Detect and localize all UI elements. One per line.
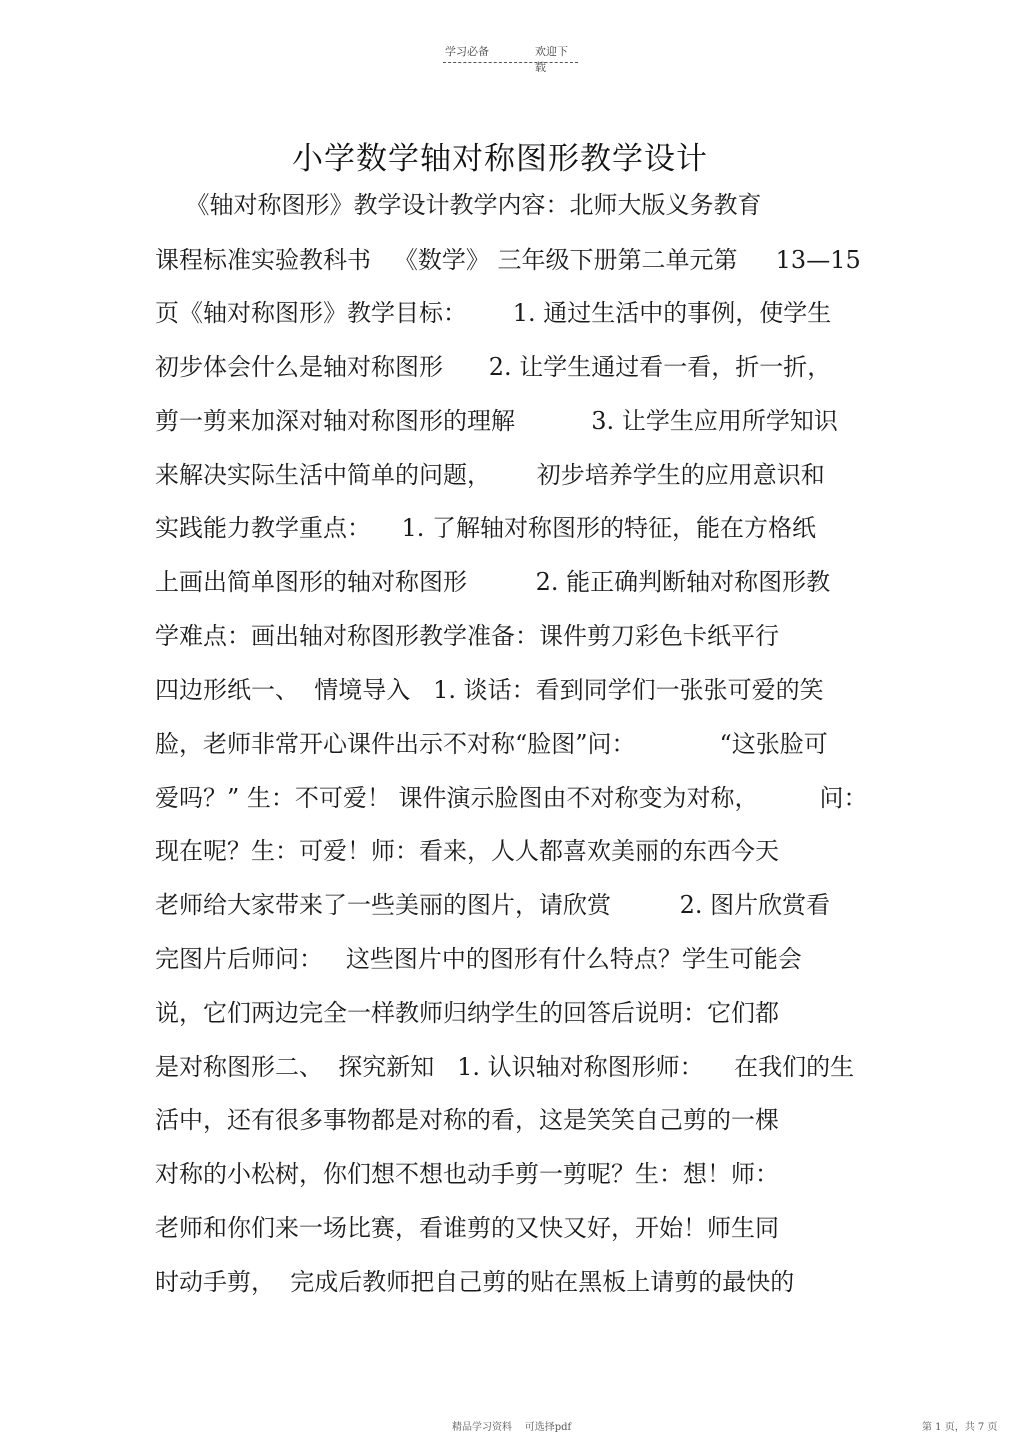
header-left-text: 学习必备 xyxy=(445,45,489,58)
body-line: 完图片后师问： 这些图片中的图形有什么特点？学生可能会 xyxy=(155,945,802,973)
body-line: 课程标准实验教科书 《数学》 三年级下册第二单元第 13—15 xyxy=(155,246,861,274)
page-number: 第 1 页，共 7 页 xyxy=(922,1422,998,1433)
body-line: 爱吗？” 生：不可爱！ 课件演示脸图由不对称变为对称， 问： xyxy=(155,784,868,812)
document-title: 小学数学轴对称图形教学设计 xyxy=(292,141,708,177)
body-line: 《轴对称图形》教学设计教学内容：北师大版义务教育 xyxy=(155,191,762,219)
header-right-text: 欢迎下载 xyxy=(535,45,568,74)
body-line: 说，它们两边完全一样教师归纳学生的回答后说明：它们都 xyxy=(155,999,779,1027)
body-line: 学难点：画出轴对称图形教学准备：课件剪刀彩色卡纸平行 xyxy=(155,622,779,650)
footer-left-text: 精品学习资料 可选择pdf xyxy=(452,1422,572,1433)
body-line: 是对称图形二、 探究新知 1. 认识轴对称图形师： 在我们的生 xyxy=(155,1053,855,1081)
body-line: 实践能力教学重点： 1. 了解轴对称图形的特征，能在方格纸 xyxy=(155,514,817,542)
body-line: 初步体会什么是轴对称图形 2. 让学生通过看一看，折一折， xyxy=(155,353,832,381)
body-line: 老师给大家带来了一些美丽的图片，请欣赏 2. 图片欣赏看 xyxy=(155,891,831,919)
body-line: 四边形纸一、 情境导入 1. 谈话：看到同学们一张张可爱的笑 xyxy=(155,676,824,704)
body-line: 剪一剪来加深对轴对称图形的理解 3. 让学生应用所学知识 xyxy=(155,407,838,435)
body-line: 页《轴对称图形》教学目标： 1. 通过生活中的事例，使学生 xyxy=(155,299,832,327)
body-line: 来解决实际生活中简单的问题， 初步培养学生的应用意识和 xyxy=(155,461,825,489)
body-line: 时动手剪， 完成后教师把自己剪的贴在黑板上请剪的最快的 xyxy=(155,1268,795,1296)
page-header xyxy=(443,40,578,74)
body-line: 上画出简单图形的轴对称图形 2. 能正确判断轴对称图形教 xyxy=(155,568,831,596)
body-line: 脸，老师非常开心课件出示不对称“脸图”问： “这张脸可 xyxy=(155,730,828,758)
body-line: 老师和你们来一场比赛，看谁剪的又快又好，开始！师生同 xyxy=(155,1214,779,1242)
body-line: 现在呢？生：可爱！师：看来，人人都喜欢美丽的东西今天 xyxy=(155,837,779,865)
body-line: 对称的小松树，你们想不想也动手剪一剪呢？生：想！师： xyxy=(155,1160,779,1188)
body-line: 活中，还有很多事物都是对称的看，这是笑笑自己剪的一棵 xyxy=(155,1106,779,1134)
